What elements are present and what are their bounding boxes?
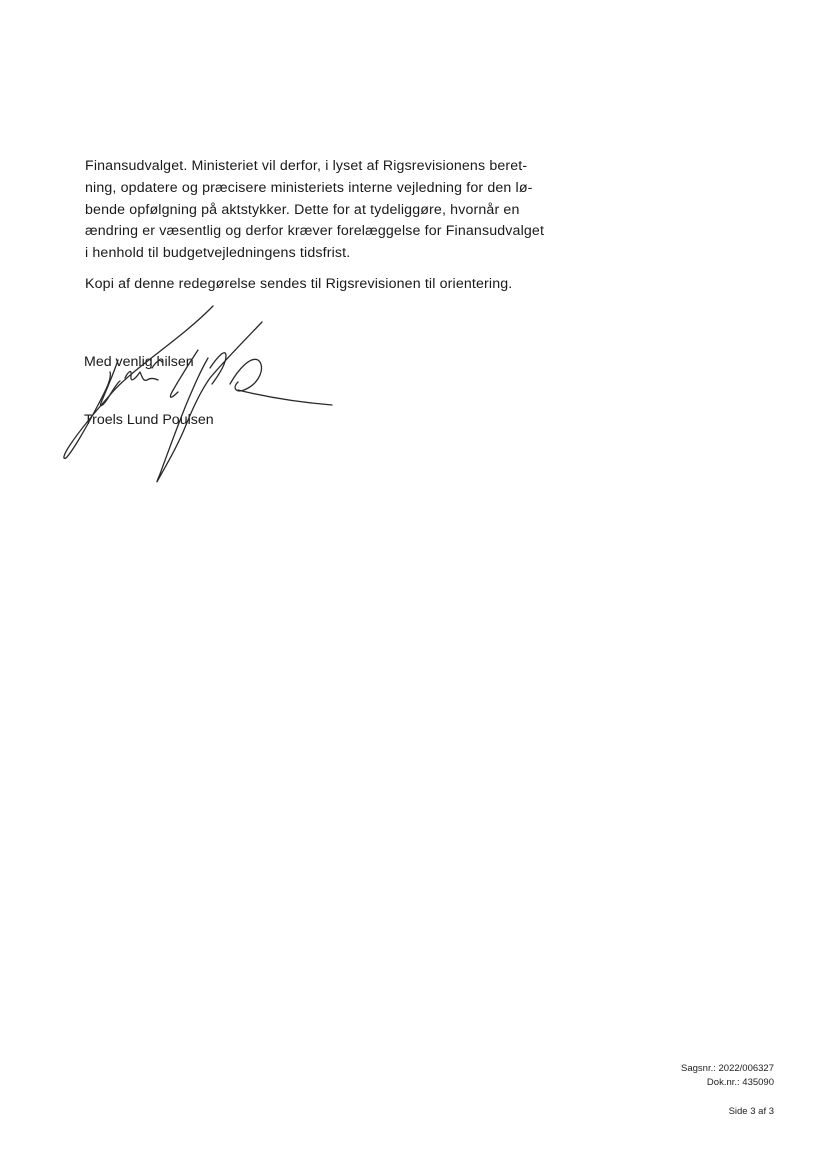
document-number: Dok.nr.: 435090 xyxy=(706,1077,774,1088)
paragraph-line: i henhold til budgetvejledningens tidsfrist. xyxy=(85,245,351,262)
page-indicator: Side 3 af 3 xyxy=(728,1106,774,1117)
paragraph-line: Finansudvalget. Ministeriet vil derfor, i lyset af Rigsrevisionens beret- xyxy=(85,158,528,174)
signature-stroke xyxy=(64,306,213,458)
body-paragraph-2: Kopi af denne redegørelse sendes til Rigsrevisionen til orientering. xyxy=(85,276,513,292)
paragraph-line: bende opfølgning på aktstykker. Dette for at tydeliggøre, hvornår en xyxy=(85,201,520,218)
document-footer xyxy=(681,1062,774,1119)
signature-stroke xyxy=(157,322,262,482)
signature-stroke xyxy=(210,353,226,384)
paragraph-line: ændring er væsentlig og derfor kræver forelæggelse for Finansudvalget xyxy=(85,223,545,240)
signer-name: Troels Lund Poulsen xyxy=(84,412,214,428)
closing-greeting: Med venlig hilsen xyxy=(84,354,194,370)
signature-stroke xyxy=(125,372,158,381)
signature-stroke xyxy=(230,359,262,391)
paragraph-line: ning, opdatere og præcisere ministeriets interne vejledning for den lø- xyxy=(85,179,533,196)
case-number: Sagsnr.: 2022/006327 xyxy=(681,1063,774,1074)
body-paragraph-1 xyxy=(85,156,605,265)
signature-stroke xyxy=(238,390,332,405)
